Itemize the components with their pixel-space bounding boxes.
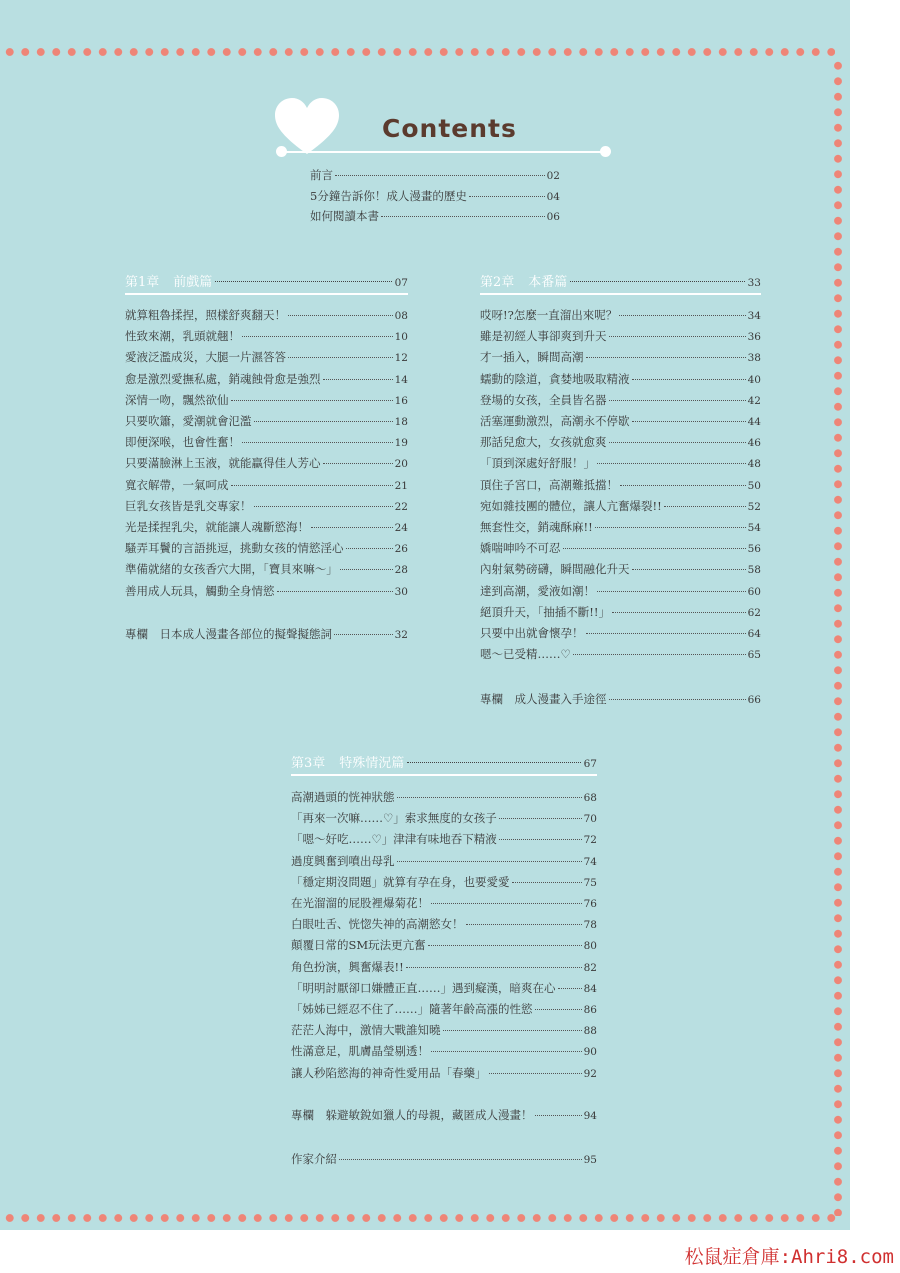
toc-entry	[291, 789, 597, 806]
toc-entry	[310, 167, 560, 184]
entry-title: 白眼吐舌、恍惚失神的高潮慾女！	[291, 917, 464, 932]
page-number: 64	[747, 628, 761, 640]
dot-leader	[595, 527, 746, 528]
entry-title: 登場的女孩，全員皆名器	[480, 392, 607, 407]
toc-entry	[480, 307, 761, 324]
toc-entry	[291, 1151, 597, 1168]
dot-leader	[499, 818, 582, 819]
dot-leader	[612, 612, 746, 613]
entry-title: 準備就緒的女孩香穴大開，「寶貝來嘛～」	[125, 562, 338, 577]
toc-entry	[291, 874, 597, 891]
dot-leader	[499, 839, 582, 840]
page-number: 52	[747, 500, 761, 513]
entry-title: 只要滿臉淋上玉液，就能贏得佳人芳心	[125, 456, 321, 471]
page-number: 54	[747, 522, 761, 534]
toc-entry	[480, 455, 761, 472]
page-number: 84	[583, 982, 597, 995]
chapter-heading	[480, 274, 761, 292]
chapter-name: 特殊情況篇	[339, 756, 405, 771]
page-number: 16	[394, 394, 408, 407]
chapter-heading	[125, 274, 408, 292]
dot-leader	[242, 442, 393, 443]
page-number: 66	[747, 694, 761, 706]
page-number: 06	[546, 211, 560, 223]
page-number: 07	[394, 277, 408, 289]
dot-leader	[469, 196, 545, 197]
toc-entry	[291, 1107, 597, 1124]
page-number: 68	[583, 792, 597, 804]
page-number: 72	[583, 834, 597, 847]
entry-title: 無套性交，銷魂酥麻!!	[480, 520, 593, 534]
entry-title: 蠕動的陰道，貪婪地吸取精液	[480, 371, 630, 386]
title-rule-dot-right	[600, 146, 611, 157]
entry-title: 「頂到深處好舒服！」	[480, 456, 595, 471]
toc-entry	[310, 188, 560, 205]
page-number: 26	[394, 543, 408, 556]
entry-title: 活塞運動激烈，高潮永不停歇	[480, 414, 630, 428]
entry-title: 5分鐘告訴你！成人漫畫的歷史	[310, 188, 467, 203]
toc-entry	[291, 916, 597, 933]
title-rule	[282, 151, 608, 153]
entry-title: 專欄 日本成人漫畫各部位的擬聲擬態詞	[125, 627, 332, 641]
toc-entry	[480, 498, 761, 515]
dot-leader	[609, 699, 746, 700]
toc-entry	[291, 1065, 597, 1082]
entry-title: 過度興奮到噴出母乳	[291, 853, 395, 868]
dot-leader	[466, 924, 582, 925]
entry-title: 茫茫人海中，激情大戰誰知曉	[291, 1023, 441, 1038]
dot-leader	[407, 762, 580, 763]
toc-entry	[125, 413, 408, 430]
dot-leader	[431, 1051, 582, 1052]
page-number: 24	[394, 522, 408, 534]
page-number: 48	[747, 458, 761, 471]
toc-entry	[480, 349, 761, 366]
page-number: 92	[583, 1067, 597, 1080]
page-number: 32	[394, 629, 408, 641]
dot-leader	[215, 281, 391, 282]
chapter-underline	[125, 293, 408, 295]
toc-entry	[480, 583, 761, 600]
dot-leader	[632, 421, 746, 422]
dot-leader	[609, 400, 746, 401]
toc-entry	[291, 831, 597, 848]
toc-entry	[125, 498, 408, 515]
page-number: 36	[747, 331, 761, 344]
toc-entry	[480, 434, 761, 451]
entry-title: 那話兒愈大，女孩就愈爽	[480, 435, 607, 450]
toc-entry	[480, 371, 761, 388]
entry-title: 顛覆日常的SM玩法更亢奮	[291, 938, 426, 953]
toc-entry	[125, 540, 408, 557]
dot-leader	[632, 569, 746, 570]
entry-title: 光是揉捏乳尖，就能讓人魂斷慾海！	[125, 520, 309, 534]
toc-entry	[291, 1022, 597, 1039]
page-number: 86	[583, 1004, 597, 1016]
chapter-number: 第2章	[480, 275, 515, 290]
dot-leader	[664, 506, 746, 507]
dot-leader	[288, 315, 393, 316]
chapter-number: 第3章	[291, 756, 326, 771]
entry-title: 騷弄耳鬢的言語挑逗，挑動女孩的情慾淫心	[125, 541, 344, 556]
page-number: 18	[394, 416, 408, 428]
toc-entry	[125, 328, 408, 345]
dot-leader	[619, 315, 745, 316]
toc-entry	[291, 959, 597, 976]
dot-leader	[570, 281, 744, 282]
page-number: 62	[747, 606, 761, 619]
dot-leader	[428, 945, 582, 946]
toc-entry	[480, 625, 761, 642]
page-number: 94	[583, 1110, 597, 1122]
toc-entry	[125, 477, 408, 494]
entry-title: 才一插入，瞬間高潮	[480, 350, 584, 365]
entry-title: 內射氣勢磅礴，瞬間融化升天	[480, 562, 630, 577]
dot-leader	[573, 654, 746, 655]
page-number: 50	[747, 479, 761, 492]
toc-entry	[125, 455, 408, 472]
entry-title: 絕頂升天，「抽插不斷!!」	[480, 604, 610, 619]
entry-title: 「嗯～好吃……♡」津津有味地吞下精液	[291, 832, 497, 847]
toc-entry	[480, 561, 761, 578]
dot-leader	[489, 1073, 582, 1074]
dot-leader	[323, 463, 393, 464]
toc-entry	[480, 392, 761, 409]
entry-title: 嗯～已受精……♡	[480, 647, 571, 662]
dotted-border-top	[2, 47, 835, 57]
chapter-name: 本番篇	[528, 275, 568, 290]
page-number: 08	[394, 310, 408, 322]
toc-entry	[125, 519, 408, 536]
entry-title: 作家介紹	[291, 1152, 337, 1166]
page-number: 70	[583, 813, 597, 826]
page-number: 46	[747, 437, 761, 450]
dot-leader	[597, 591, 746, 592]
page-number: 95	[583, 1154, 597, 1166]
dot-leader	[277, 591, 393, 592]
dot-leader	[339, 1159, 582, 1160]
dot-leader	[334, 634, 393, 635]
toc-entry	[125, 371, 408, 388]
page-number: 40	[747, 373, 761, 386]
toc-entry	[291, 895, 597, 912]
entry-title: 雖是初經人事卻爽到升天	[480, 329, 607, 344]
dot-leader	[586, 357, 746, 358]
chapter-heading	[291, 755, 597, 773]
page-number: 58	[747, 564, 761, 577]
toc-entry	[480, 328, 761, 345]
dot-leader	[563, 548, 746, 549]
page-number: 80	[583, 940, 597, 953]
toc-entry	[125, 561, 408, 578]
toc-entry	[291, 937, 597, 954]
dot-leader	[242, 336, 393, 337]
entry-title: 即便深喉，也會性奮！	[125, 435, 240, 450]
toc-entry	[125, 392, 408, 409]
dot-leader	[323, 379, 393, 380]
toc-entry	[480, 646, 761, 663]
chapter-name: 前戲篇	[173, 275, 213, 290]
page-number: 34	[747, 310, 761, 322]
dot-leader	[231, 485, 393, 486]
entry-title: 「姊姊已經忍不住了……」隨著年齡高漲的性慾	[291, 1002, 533, 1016]
page-number: 67	[583, 758, 597, 770]
page-number: 12	[394, 352, 408, 365]
page-number: 19	[394, 437, 408, 450]
page-number: 21	[394, 479, 408, 492]
toc-entry	[125, 434, 408, 451]
dot-leader	[632, 379, 746, 380]
dot-leader	[535, 1009, 582, 1010]
page-number: 75	[583, 876, 597, 889]
entry-title: 宛如雜技團的體位，讓人亢奮爆裂!!	[480, 498, 662, 513]
toc-entry	[125, 307, 408, 324]
chapter-underline	[291, 774, 597, 776]
dot-leader	[609, 336, 746, 337]
page-number: 78	[583, 919, 597, 932]
dot-leader	[535, 1115, 582, 1116]
entry-title: 如何閱讀本書	[310, 209, 379, 223]
toc-entry	[310, 208, 560, 225]
dot-leader	[311, 527, 393, 528]
dot-leader	[340, 569, 393, 570]
toc-entry	[480, 413, 761, 430]
entry-title: 巨乳女孩皆是乳交專家！	[125, 498, 252, 513]
dot-leader	[288, 357, 393, 358]
entry-title: 只要吹簫，愛潮就會氾濫	[125, 414, 252, 428]
entry-title: 讓人秒陷慾海的神奇性愛用品「春藥」	[291, 1065, 487, 1080]
watermark: 松鼠症倉庫:Ahri8.com	[684, 1246, 894, 1268]
title-rule-dot-left	[276, 146, 287, 157]
dot-leader	[254, 421, 393, 422]
entry-title: 在光溜溜的屁股裡爆菊花！	[291, 896, 429, 910]
page-number: 74	[583, 855, 597, 868]
entry-title: 愛液泛濫成災，大腿一片濕答答	[125, 350, 286, 365]
toc-entry	[125, 349, 408, 366]
toc-entry	[480, 519, 761, 536]
dot-leader	[609, 442, 746, 443]
page-number: 44	[747, 416, 761, 428]
entry-title: 專欄 躲避敏銳如獵人的母親，藏匿成人漫畫！	[291, 1108, 533, 1122]
dot-leader	[381, 216, 545, 217]
toc-entry	[480, 691, 761, 708]
page-number: 22	[394, 500, 408, 513]
page-number: 82	[583, 961, 597, 974]
entry-title: 專欄 成人漫畫入手途徑	[480, 692, 607, 706]
page-number: 65	[747, 649, 761, 662]
dot-leader	[254, 506, 393, 507]
page-number: 10	[394, 331, 408, 344]
chapter-number: 第1章	[125, 275, 160, 290]
page-number: 38	[747, 352, 761, 365]
entry-title: 高潮過頭的恍神狀態	[291, 790, 395, 804]
dot-leader	[597, 463, 746, 464]
page-number: 60	[747, 585, 761, 598]
dotted-border-right	[833, 58, 843, 1216]
entry-title: 深情一吻，飄然欲仙	[125, 392, 229, 407]
page-number: 76	[583, 898, 597, 910]
chapter-underline	[480, 293, 761, 295]
entry-title: 嬌喘呻吟不可忍	[480, 541, 561, 556]
page-number: 02	[546, 170, 560, 182]
entry-title: 善用成人玩具，觸動全身情慾	[125, 583, 275, 598]
toc-entry	[291, 853, 597, 870]
page-number: 88	[583, 1025, 597, 1038]
entry-title: 哎呀!?怎麼一直溜出來呢？	[480, 308, 618, 322]
dot-leader	[346, 548, 393, 549]
entry-title: 「明明討厭卻口嫌體正直……」遇到癡漢，暗爽在心	[291, 980, 556, 995]
toc-entry	[291, 1043, 597, 1060]
page-title: Contents	[382, 114, 517, 143]
toc-entry	[291, 1001, 597, 1018]
entry-title: 性致來潮，乳頭就翹！	[125, 329, 240, 344]
entry-title: 「穩定期沒問題」就算有孕在身，也要愛愛	[291, 874, 510, 889]
entry-title: 寬衣解帶，一氣呵成	[125, 477, 229, 492]
dot-leader	[558, 988, 582, 989]
dot-leader	[406, 967, 582, 968]
entry-title: 愈是激烈愛撫私處，銷魂蝕骨愈是強烈	[125, 371, 321, 386]
entry-title: 角色扮演，興奮爆表!!	[291, 959, 404, 974]
toc-entry	[291, 810, 597, 827]
page-number: 56	[747, 543, 761, 556]
toc-entry	[125, 626, 408, 643]
page-number: 04	[546, 190, 560, 203]
page-number: 20	[394, 458, 408, 471]
toc-entry	[125, 583, 408, 600]
toc-entry	[480, 604, 761, 621]
entry-title: 就算粗魯揉捏，照樣舒爽翻天！	[125, 308, 286, 322]
dot-leader	[397, 861, 582, 862]
dot-leader	[231, 400, 393, 401]
entry-title: 只要中出就會懷孕！	[480, 626, 584, 640]
toc-entry	[480, 477, 761, 494]
page-number: 90	[583, 1046, 597, 1059]
page-number: 33	[747, 277, 761, 289]
toc-entry	[480, 540, 761, 557]
page-number: 14	[394, 373, 408, 386]
dot-leader	[397, 797, 582, 798]
toc-entry	[291, 980, 597, 997]
dot-leader	[512, 882, 582, 883]
dot-leader	[335, 175, 545, 176]
entry-title: 性滿意足，肌膚晶瑩剔透！	[291, 1044, 429, 1059]
entry-title: 「再來一次嘛……♡」索求無度的女孩子	[291, 811, 497, 826]
page-number: 42	[747, 394, 761, 407]
entry-title: 頂住子宮口，高潮難抵擋！	[480, 477, 618, 492]
entry-title: 達到高潮，愛液如潮！	[480, 583, 595, 598]
dotted-border-bottom	[2, 1213, 842, 1223]
page-number: 28	[394, 564, 408, 577]
page-number: 30	[394, 585, 408, 598]
entry-title: 前言	[310, 168, 333, 182]
dot-leader	[620, 485, 746, 486]
dot-leader	[443, 1030, 582, 1031]
dot-leader	[431, 903, 582, 904]
dot-leader	[586, 633, 746, 634]
